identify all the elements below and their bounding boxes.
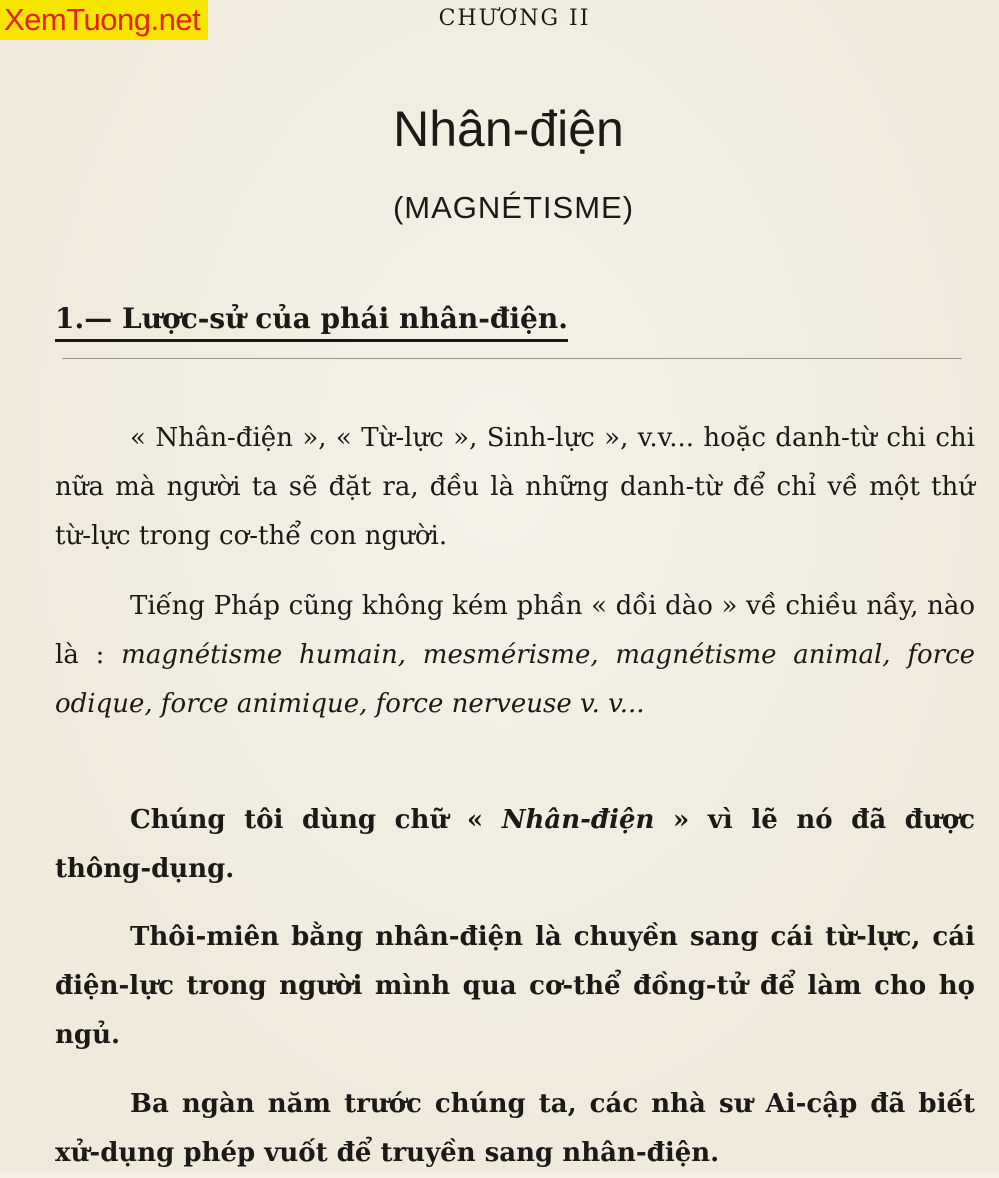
- chapter-title: Nhân-điện: [393, 101, 624, 157]
- divider-line: [62, 358, 962, 359]
- paragraph-2-text: Tiếng Pháp cũng không kém phần « dồi dào » về chiều nầy, nào là :: [55, 591, 975, 670]
- paragraph-1: « Nhân-điện », « Từ-lực », Sinh-lực », v.v... hoặc danh-từ chi chi nữa mà người ta sẽ đặt ra, đều là những danh-từ để chỉ về một thứ từ-lực trong cơ-thể con người.: [55, 423, 975, 551]
- paragraph-3: [55, 796, 975, 894]
- paragraph-5: Ba ngàn năm trước chúng ta, các nhà sư Ai-cập đã biết xử-dụng phép vuốt để truyền sang nhân-điện.: [55, 1089, 975, 1168]
- paragraph-4: Thôi-miên bằng nhân-điện là chuyền sang cái từ-lực, cái điện-lực trong người mình qua cơ-thể đồng-tử để làm cho họ ngủ.: [55, 922, 975, 1050]
- paragraph-2-italic-terms: magnétisme humain, mesmérisme, magnétisme animal, force odique, force animique, force nerveuse v. v...: [55, 640, 976, 719]
- paragraph-3-italic-term: Nhân-điện: [501, 805, 655, 835]
- chapter-label: CHƯƠNG II: [438, 6, 591, 31]
- paragraph-3-text-start: Chúng tôi dùng chữ «: [130, 805, 484, 835]
- site-watermark[interactable]: XemTuong.net: [0, 0, 208, 40]
- chapter-subtitle: (MAGNÉTISME): [392, 190, 635, 225]
- section-heading: [55, 302, 568, 335]
- paragraph-3-text-end: » vì lẽ nó đã được thông-dụng.: [55, 805, 975, 884]
- paragraph-2: [55, 582, 975, 729]
- section-heading-text: 1.— Lược-sử của phái nhân-điện.: [55, 302, 568, 342]
